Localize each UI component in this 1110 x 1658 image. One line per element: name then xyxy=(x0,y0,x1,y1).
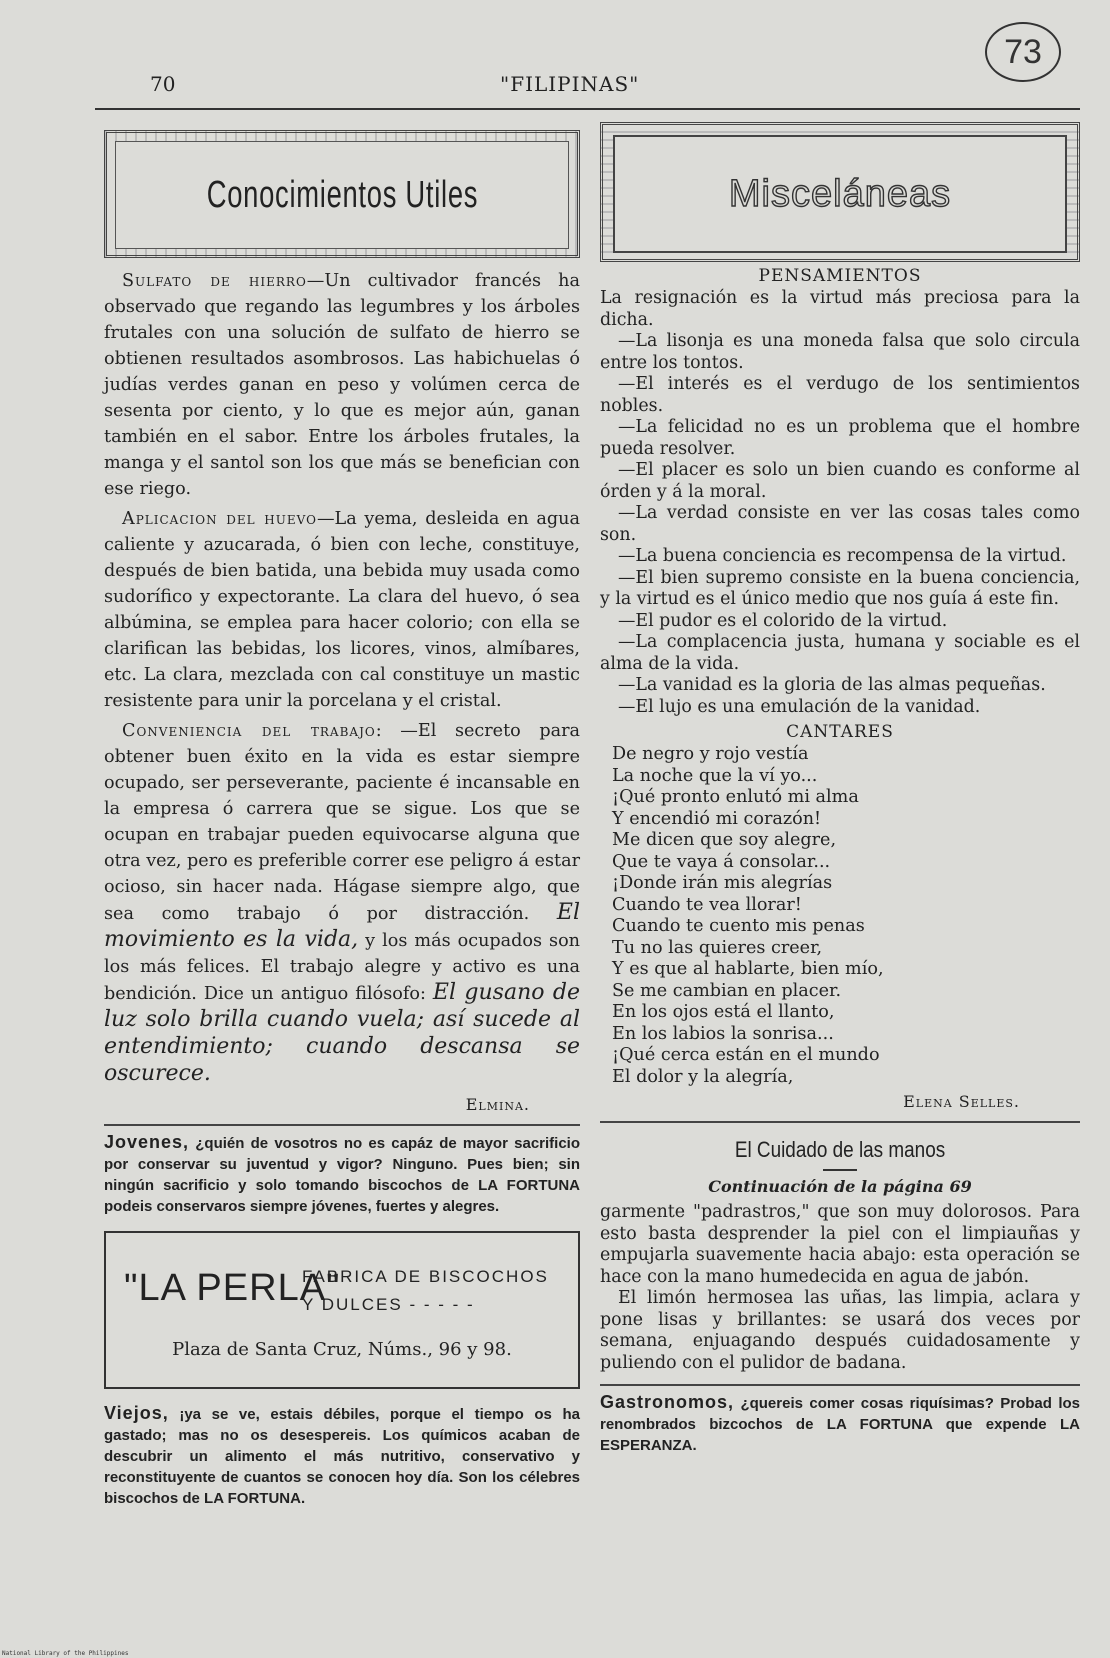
library-credit: National Library of the Philippines xyxy=(2,1650,129,1657)
verse-line: Que te vaya á consolar... xyxy=(612,851,831,872)
paragraph-label: Aplicacion del huevo xyxy=(122,509,317,529)
thought-item: —La felicidad no es un problema que el hombre pueda resolver. xyxy=(600,417,1080,459)
article-title: El Cuidado de las manos xyxy=(734,1137,946,1162)
verse-line: En los ojos está el llanto, xyxy=(612,1002,835,1022)
paragraph: Conveniencia del trabajo: —El secreto para obtener buen éxito en la vida es estar siempre ocupado, ser perseverante, paciente é incansable en la empresa ó carrera que se sigue. Los que se ocupan en trabajar pueden equivocarse alguna que otra vez, pero es preferible correr ese peligro á estar ocioso, sin hacer nada. Hágase siempre algo, que sea como trabajo ó por distracción. El movimiento es la vida, y los más ocupados son los más felices. El trabajo alegre y activo es una bendición. Dice un antiguo filósofo: El gusano de luz solo brilla cuando vuela; así sucede al entendimiento; cuando descansa se oscurece. xyxy=(104,721,581,1086)
paragraph-label: Sulfato de hierro xyxy=(122,271,307,291)
verse-line: Me dicen que soy alegre, xyxy=(612,830,837,850)
verse-line: ¡Donde irán mis alegrías xyxy=(612,873,833,893)
verse-line: La noche que la ví yo... xyxy=(612,765,818,786)
brand-name: "LA PERLA" xyxy=(124,1267,341,1309)
running-head: "FILIPINAS" xyxy=(500,72,640,96)
verse-line: El dolor y la alegría, xyxy=(612,1066,794,1087)
advertisement-gastronomos: Gastronomos, ¿quereis comer cosas riquísimas? Probad los renombrados bizcochos de LA FORTUNA que expende LA ESPERANZA. xyxy=(600,1392,1081,1454)
signature: Elena Selles. xyxy=(903,1092,1020,1111)
verse-line: En los labios la sonrisa... xyxy=(612,1023,834,1044)
thought-item: —La complacencia justa, humana y sociable es el alma de la vida. xyxy=(600,632,1080,674)
divider xyxy=(104,1124,580,1126)
thought-item: —El lujo es una emulación de la vanidad. xyxy=(618,696,981,717)
article-body: garmente "padrastros," que son muy dolorosos. Para esto basta desprender la piel con el limpiauñas y empujarla suavemente hacia abajo: esta operación se hace con la mano humedecida en agua de jabón. El limón hermosea las uñas, las limpia, aclara y pone lisas y brillantes: se usará dos veces por semana, enjuagando después cuidadosamente y puliendo con el pulidor de badana. xyxy=(600,1202,1080,1373)
divider xyxy=(823,1169,857,1171)
advertisement-viejos: Viejos, ¡ya se ve, estais débiles, porque el tiempo os ha gastado; mas no os desespereis. Los químicos acaban de descubrir un alimento el más nutritivo, conservativo y reconstituyente de cuantos se conocen hoy día. Son los célebres biscochos de LA FORTUNA. xyxy=(104,1403,580,1507)
verse-line: De negro y rojo vestía xyxy=(612,744,809,764)
paragraph-label: Conveniencia del trabajo xyxy=(122,721,376,741)
verse-line: Se me cambian en placer. xyxy=(612,980,842,1001)
thought-item: —La buena conciencia es recompensa de la virtud. xyxy=(618,546,1067,566)
right-column xyxy=(600,122,1080,1456)
continuation-note: Continuación de la página 69 xyxy=(708,1177,972,1196)
section-title-frame xyxy=(600,122,1080,262)
divider xyxy=(600,1121,1080,1123)
verse-line: ¡Qué cerca están en el mundo xyxy=(612,1045,880,1065)
thought-item: —La vanidad es la gloria de las almas pequeñas. xyxy=(618,675,1046,695)
thought-item: —El placer es solo un bien cuando es conforme al órden y á la moral. xyxy=(600,460,1080,502)
verse-line: Cuando te vea llorar! xyxy=(612,894,802,915)
thought-item: —El bien supremo consiste en la buena conciencia, y la virtud es el único medio que nos guía á este fin. xyxy=(600,567,1080,609)
signature: Elmina. xyxy=(465,1095,530,1114)
header-rule xyxy=(95,108,1080,110)
thought-item: —El interés es el verdugo de los sentimientos nobles. xyxy=(600,374,1080,416)
paragraph: Aplicacion del huevo—La yema, desleida en agua caliente y azucarada, ó bien con leche, constituye, después de bien batida, una bebida muy usada como sudorífico y expectorante. La clara del huevo, ó sea albúmina, se emplea para hacer colorio; con ella se clarifican las bebidas, los licores, vinos, almíbares, etc. La clara, mezclada con cal constituye un mastic resistente para unir la porcelana y el cristal. xyxy=(104,509,580,711)
divider xyxy=(600,1384,1080,1386)
thought-item: La resignación es la virtud más preciosa para la dicha. xyxy=(600,288,1080,330)
thought-item: —La verdad consiste en ver las cosas tales como son. xyxy=(600,503,1080,545)
address: Plaza de Santa Cruz, Núms., 96 y 98. xyxy=(172,1339,512,1360)
verse-line: ¡Qué pronto enlutó mi alma xyxy=(612,787,859,807)
advertisement-jovenes: Jovenes, ¿quién de vosotros no es capáz de mayor sacrificio por conservar su juventud y vigor? Ninguno. Pues bien; sin ningún sacrificio y solo tomando biscochos de LA FORTUNA podeis conservaros siempre jóvenes, fuertes y alegres. xyxy=(104,1132,581,1215)
section-title-frame xyxy=(104,130,580,258)
article-body xyxy=(104,268,580,1118)
handwritten-folio: 73 xyxy=(985,22,1061,82)
verse-line: Tu no las quieres creer, xyxy=(612,937,823,958)
page-number: 70 xyxy=(150,72,176,96)
verse-line: Y encendió mi corazón! xyxy=(612,808,822,829)
verse-line: Cuando te cuento mis penas xyxy=(612,916,865,936)
thoughts-list xyxy=(600,288,1080,718)
verses-list xyxy=(600,744,1080,1088)
thought-item: —El pudor es el colorido de la virtud. xyxy=(618,610,948,631)
left-column xyxy=(104,130,580,1509)
subheading: PENSAMIENTOS xyxy=(758,266,922,286)
thought-item: —La lisonja es una moneda falsa que solo circula entre los tontos. xyxy=(600,331,1080,373)
la-perla-advertisement: "LA PERLA" FABRICA DE BISCOCHOS Y DULCES - - - - - Plaza de Santa Cruz, Núms., 96 y 98. xyxy=(104,1231,580,1389)
section-title: Conocimientos Utiles xyxy=(206,173,478,216)
paragraph: Sulfato de hierro—Un cultivador francés ha observado que regando las legumbres y los árboles frutales con una solución de sulfato de hierro se obtienen resultados asombrosos. Las habichuelas ó judías verdes ganan en peso y volúmen cerca de sesenta por ciento, y lo que es mejor aún, ganan también en el sabor. Entre los árboles frutales, la manga y el santol son los que más se benefician con ese riego. xyxy=(104,271,580,499)
subheading: CANTARES xyxy=(786,722,894,742)
verse-line: Y es que al hablarte, bien mío, xyxy=(612,959,884,979)
section-title: Misceláneas xyxy=(728,172,952,215)
